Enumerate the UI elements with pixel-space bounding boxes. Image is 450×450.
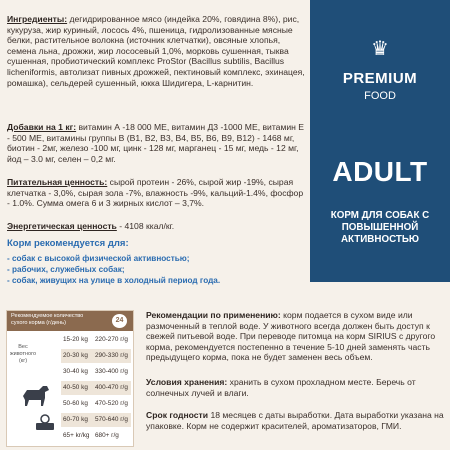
recommended-item: - собак с высокой физической активностью; [7,254,190,263]
hours-badge: 24 [112,314,127,328]
recommended-item: - собак, живущих на улице в холодный период года. [7,276,221,285]
feeding-table-header [7,311,133,331]
table-row [61,413,131,427]
nutrition-label: Питательная ценность: [7,177,108,187]
storage-paragraph [146,377,446,398]
row-grams: 680+ г/g [95,432,119,439]
row-grams: 470-520 г/g [95,400,128,407]
food-label: FOOD [364,90,396,102]
row-grams: 330-400 г/g [95,368,128,375]
table-row [61,381,131,395]
additives-paragraph [7,122,307,164]
storage-text: хранить в сухом прохладном месте. Беречь от солнечных лучей и влаги. [146,377,416,398]
row-weight: 50-60 kg [63,400,88,407]
ingredients-paragraph [7,14,307,88]
shelf-life-text: 18 месяцев с даты выработки. Дата выработки указана на упаковке. Корм не содержит красителей, ароматизаторов, ГМИ. [146,410,444,431]
ingredients-text: дегидрированное мясо (индейка 20%, говядина 8%), рис, кукуруза, жир куриный, лосось 4%, пшеница, гидролизованные мясные белки, растительное волокна (источник клетчатки), овсяные хлопья, семена льна, дрожжи, жир лососевый 1,0%, морковь сушенная, тыква сушенная, пробиотический комплекс ProStor (Bacillus subtilis, Bacillus licheniformis, автолизат пивных дрожжей, пектиновый комплекс, эхинацея, ромашка), сельдерей сушенный, юкка Шидигера, L-карнитин. [7,14,305,88]
usage-paragraph [146,310,446,363]
row-weight: 15-20 kg [63,336,88,343]
table-row [61,333,131,347]
recommended-list [7,253,220,286]
table-row [61,397,131,411]
feeding-table [6,310,134,447]
premium-label: PREMIUM [342,70,418,87]
row-weight: 60-70 kg [63,416,88,423]
row-weight: 65+ kr/kg [63,432,90,439]
scale-icon [33,409,57,433]
recommended-item: - рабочих, служебных собак; [7,265,125,274]
additives-label: Добавки на 1 кг: [7,122,77,132]
feeding-table-title: Рекомендуемое количество сухого корма (г/день) [11,313,84,326]
adult-title: ADULT [332,156,428,187]
usage-label: Рекомендации по применению: [146,310,281,320]
shelf-life-label: Срок годности [146,410,209,420]
brand-panel [310,0,450,282]
crown-icon: ♛ [371,38,389,60]
energy-paragraph [7,221,307,232]
additives-text: витамин А -18 000 МЕ, витамин Д3 -1000 МЕ, витамин Е - 500 МЕ, витамины группы В (B1, B2, B3, B4, B5, B6, B9, B12) - 1468 мг, биотин - 2мг, железо -100 мг, цинк - 128 мг, марганец - 15 мг, медь - 12 мг, йод – 3.0 мг, селен – 0,2 мг. [7,122,305,164]
row-weight: 30-40 kg [63,368,88,375]
nutrition-text: сырой протеин - 26%, сырой жир -19%, сырая клетчатка - 3,0%, сырая зола -7%, влажность -9%, кальций-1.4%, фосфор - 1.0%. Сумма омега 6 и 3 жирных кислот – 3,7%. [7,177,304,209]
storage-label: Условия хранения: [146,377,228,387]
row-weight: 40-50 kg [63,384,88,391]
row-grams: 290-330 г/g [95,352,128,359]
table-row [61,349,131,363]
row-grams: 570-640 г/g [95,416,128,423]
energy-label: Энергетическая ценность [7,221,117,231]
row-weight: 20-30 kg [63,352,88,359]
ingredients-label: Ингредиенты: [7,14,68,24]
nutrition-paragraph [7,177,307,209]
usage-text: корм подается в сухом виде или размоченный в теплой воде. У животного всегда должен быть доступ к свежей питьевой воде. При переводе питомца на корм SIRIUS с другого корма, рекомендуется постепенно в течение 5-10 дней заменять часть предыдущего корма, пока не будет заменен весь объем. [146,310,436,363]
row-grams: 220-270 г/g [95,336,128,343]
table-row [61,365,131,379]
table-row [61,429,131,443]
weight-label: Вес животного (кг) [9,344,37,364]
energy-text: - 4108 ккал/кг. [116,221,175,231]
product-description: КОРМ ДЛЯ СОБАК С ПОВЫШЕННОЙ АКТИВНОСТЬЮ [330,210,430,245]
recommended-title: Корм рекомендуется для: [7,238,129,249]
dog-icon [17,376,53,412]
row-grams: 400-470 г/g [95,384,128,391]
shelf-life-paragraph [146,410,446,431]
